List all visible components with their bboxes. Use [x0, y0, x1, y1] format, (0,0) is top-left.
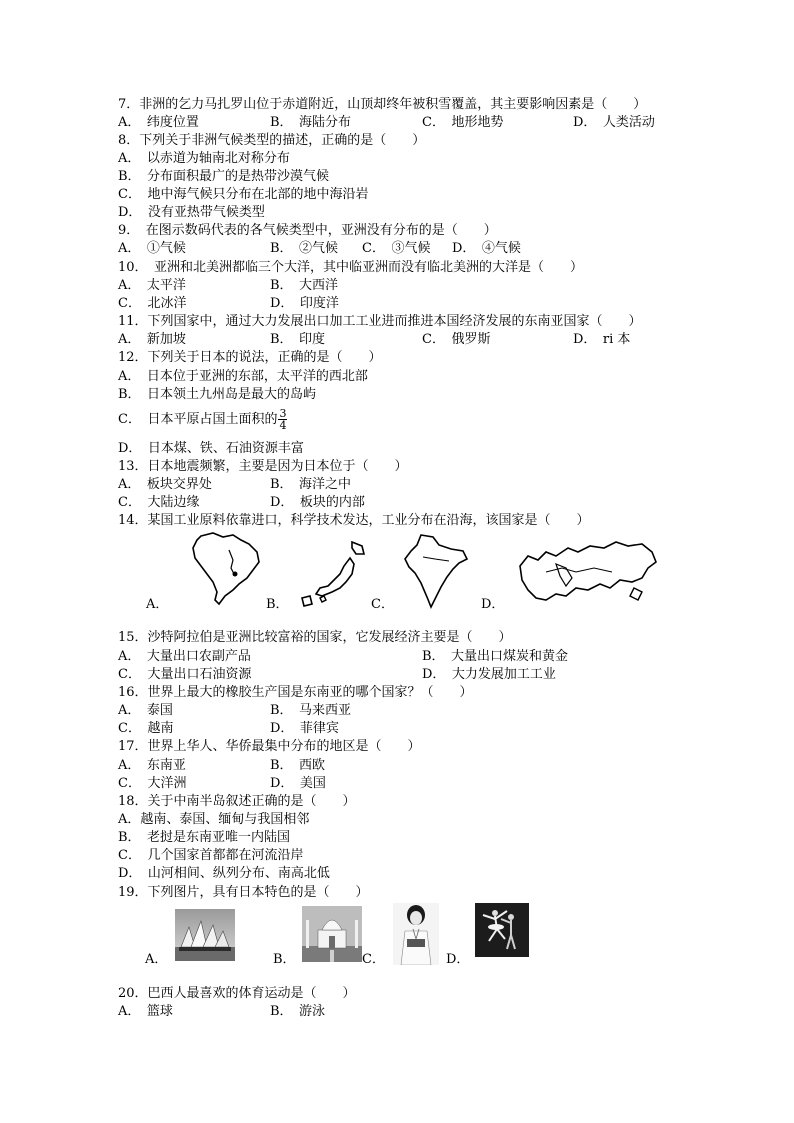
option-a: A． 泰国	[118, 703, 173, 718]
question-13-stem: 13．日本地震频繁，主要是因为日本位于（ ）	[118, 459, 408, 474]
ballet-dancers-photo	[475, 903, 529, 957]
option-c: C． 大量出口石油资源	[118, 667, 252, 682]
question-17	[118, 738, 421, 756]
option-c: C． ③气候	[362, 241, 431, 256]
question-19-stem: 19．下列图片，具有日本特色的是（ ）	[118, 885, 369, 900]
question-8-stem: 8．下列关于非洲气候类型的描述，正确的是（ ）	[118, 133, 426, 148]
question-15-stem: 15．沙特阿拉伯是亚洲比较富裕的国家，它发展经济主要是（ ）	[118, 630, 512, 645]
option-c: C．	[362, 952, 385, 967]
option-c: C． 地形地势	[422, 115, 504, 130]
option-d: D． 山河相间、纵列分布、南高北低	[118, 866, 330, 881]
option-b: B． 印度	[270, 332, 326, 347]
question-11	[118, 313, 642, 331]
taj-mahal-photo	[302, 906, 362, 962]
option-b: B． 海陆分布	[270, 115, 352, 130]
option-b: B． 海洋之中	[270, 477, 352, 492]
option-a: A． 以赤道为轴南北对称分布	[118, 151, 290, 166]
option-d: D． 没有亚热带气候类型	[118, 205, 265, 220]
option-a: A．	[145, 952, 168, 967]
option-b: B． 游泳	[270, 1004, 326, 1019]
question-18	[118, 793, 356, 811]
option-c: C． 大洋洲	[118, 776, 187, 791]
option-b: B． 大西洋	[270, 278, 339, 293]
option-d: D． ri 本	[573, 332, 631, 347]
question-10-stem: 10． 亚洲和北美洲都临三个大洋，其中临亚洲而没有临北美洲的大洋是（ ）	[118, 260, 584, 275]
question-12-stem: 12．下列关于日本的说法，正确的是（ ）	[118, 350, 382, 365]
question-18-option-c	[118, 847, 303, 865]
russia-map	[516, 538, 658, 608]
option-b: B．	[266, 597, 289, 612]
option-c: C． 大陆边缘	[118, 495, 200, 510]
option-a: A． 篮球	[118, 1004, 173, 1019]
question-19	[118, 884, 369, 902]
option-c: C． 地中海气候只分布在北部的地中海沿岩	[118, 187, 369, 202]
question-12-option-c	[118, 407, 287, 433]
option-a: A． 大量出口农副产品	[118, 649, 251, 664]
question-10	[118, 259, 583, 277]
option-d: D． 美国	[270, 776, 326, 791]
question-8-option-c	[118, 186, 368, 204]
option-a: A．越南、泰国、缅甸与我国相邻	[118, 812, 310, 827]
option-a: A． 板块交界处	[118, 477, 212, 492]
option-b: B． 老挝是东南亚唯一内陆国	[118, 830, 291, 845]
option-d: D．	[446, 952, 470, 967]
option-d: D． 人类活动	[573, 115, 655, 130]
option-b: B． 马来西亚	[270, 703, 352, 718]
question-7-stem: 7．非洲的乞力马扎罗山位于赤道附近，山顶却终年被积雪覆盖，其主要影响因素是（ ）	[118, 97, 647, 112]
question-8	[118, 132, 425, 150]
question-17-stem: 17．世界上华人、华侨最集中分布的地区是（ ）	[118, 739, 421, 754]
question-14	[118, 512, 590, 530]
option-a: A． 纬度位置	[118, 115, 199, 130]
question-9-stem: 9． 在图示数码代表的各气候类型中，亚洲没有分布的是（ ）	[118, 223, 497, 238]
question-18-option-a	[118, 811, 309, 829]
option-b: B． 分布面积最广的是热带沙漠气候	[118, 169, 330, 184]
question-8-option-b	[118, 168, 329, 186]
fraction-denominator: 4	[279, 419, 287, 432]
fraction	[278, 408, 287, 431]
option-d: D． 大力发展加工工业	[422, 667, 556, 682]
option-d: D． 菲律宾	[270, 721, 339, 736]
option-a: A． 东南亚	[118, 758, 186, 773]
fraction-numerator: 3	[279, 407, 287, 420]
opera-house-photo	[175, 909, 235, 961]
question-11-stem: 11．下列国家中，通过大力发展出口加工工业进而推进本国经济发展的东南亚国家（ ）	[118, 314, 642, 329]
option-b: B．	[273, 952, 296, 967]
option-a: A． 新加坡	[118, 332, 186, 347]
question-16-stem: 16．世界上最大的橡胶生产国是东南亚的哪个国家？（ ）	[118, 685, 473, 700]
option-c: C． 日本平原占国土面积的	[118, 412, 278, 427]
option-c: C． 北冰洋	[118, 296, 187, 311]
question-12-option-d	[118, 440, 304, 458]
option-d: D． ④气候	[452, 241, 521, 256]
question-18-option-d	[118, 865, 330, 883]
option-c: C． 俄罗斯	[422, 332, 491, 347]
question-16	[118, 684, 473, 702]
question-18-stem: 18．关于中南半岛叙述正确的是（ ）	[118, 794, 356, 809]
option-c: C． 越南	[118, 721, 174, 736]
option-b: B． ②气候	[270, 241, 339, 256]
option-a: A． 日本位于亚洲的东部，太平洋的西北部	[118, 369, 368, 384]
option-b: B． 大量出口煤炭和黄金	[422, 649, 569, 664]
option-a: A． 太平洋	[118, 278, 186, 293]
option-a: A．	[146, 597, 169, 612]
question-15	[118, 629, 512, 647]
question-14-stem: 14．某国工业原料依靠进口，科学技术发达，工业分布在沿海，该国家是（ ）	[118, 513, 590, 528]
question-12	[118, 349, 382, 367]
question-18-option-b	[118, 829, 290, 847]
option-b: B． 日本领土九州岛是最大的岛屿	[118, 387, 317, 402]
question-20	[118, 985, 356, 1003]
option-d: D． 印度洋	[270, 296, 339, 311]
option-a: A． ①气候	[118, 241, 186, 256]
option-c: C．	[371, 597, 394, 612]
japan-map	[296, 540, 368, 608]
option-b: B． 西欧	[270, 758, 326, 773]
option-d: D．	[481, 597, 505, 612]
question-20-stem: 20．巴西人最喜欢的体育运动是（ ）	[118, 986, 356, 1001]
option-d: D． 板块的内部	[270, 495, 365, 510]
question-8-option-a	[118, 150, 290, 168]
option-c: C． 几个国家首都都在河流沿岸	[118, 848, 304, 863]
option-d: D． 日本煤、铁、石油资源丰富	[118, 441, 304, 456]
question-13	[118, 458, 408, 476]
question-7	[118, 96, 646, 114]
india-map	[403, 533, 469, 609]
question-12-option-a	[118, 368, 368, 386]
question-9	[118, 222, 497, 240]
question-8-option-d	[118, 204, 265, 222]
brazil-map	[189, 530, 263, 610]
question-12-option-b	[118, 386, 316, 404]
kimono-woman-photo	[393, 903, 439, 965]
